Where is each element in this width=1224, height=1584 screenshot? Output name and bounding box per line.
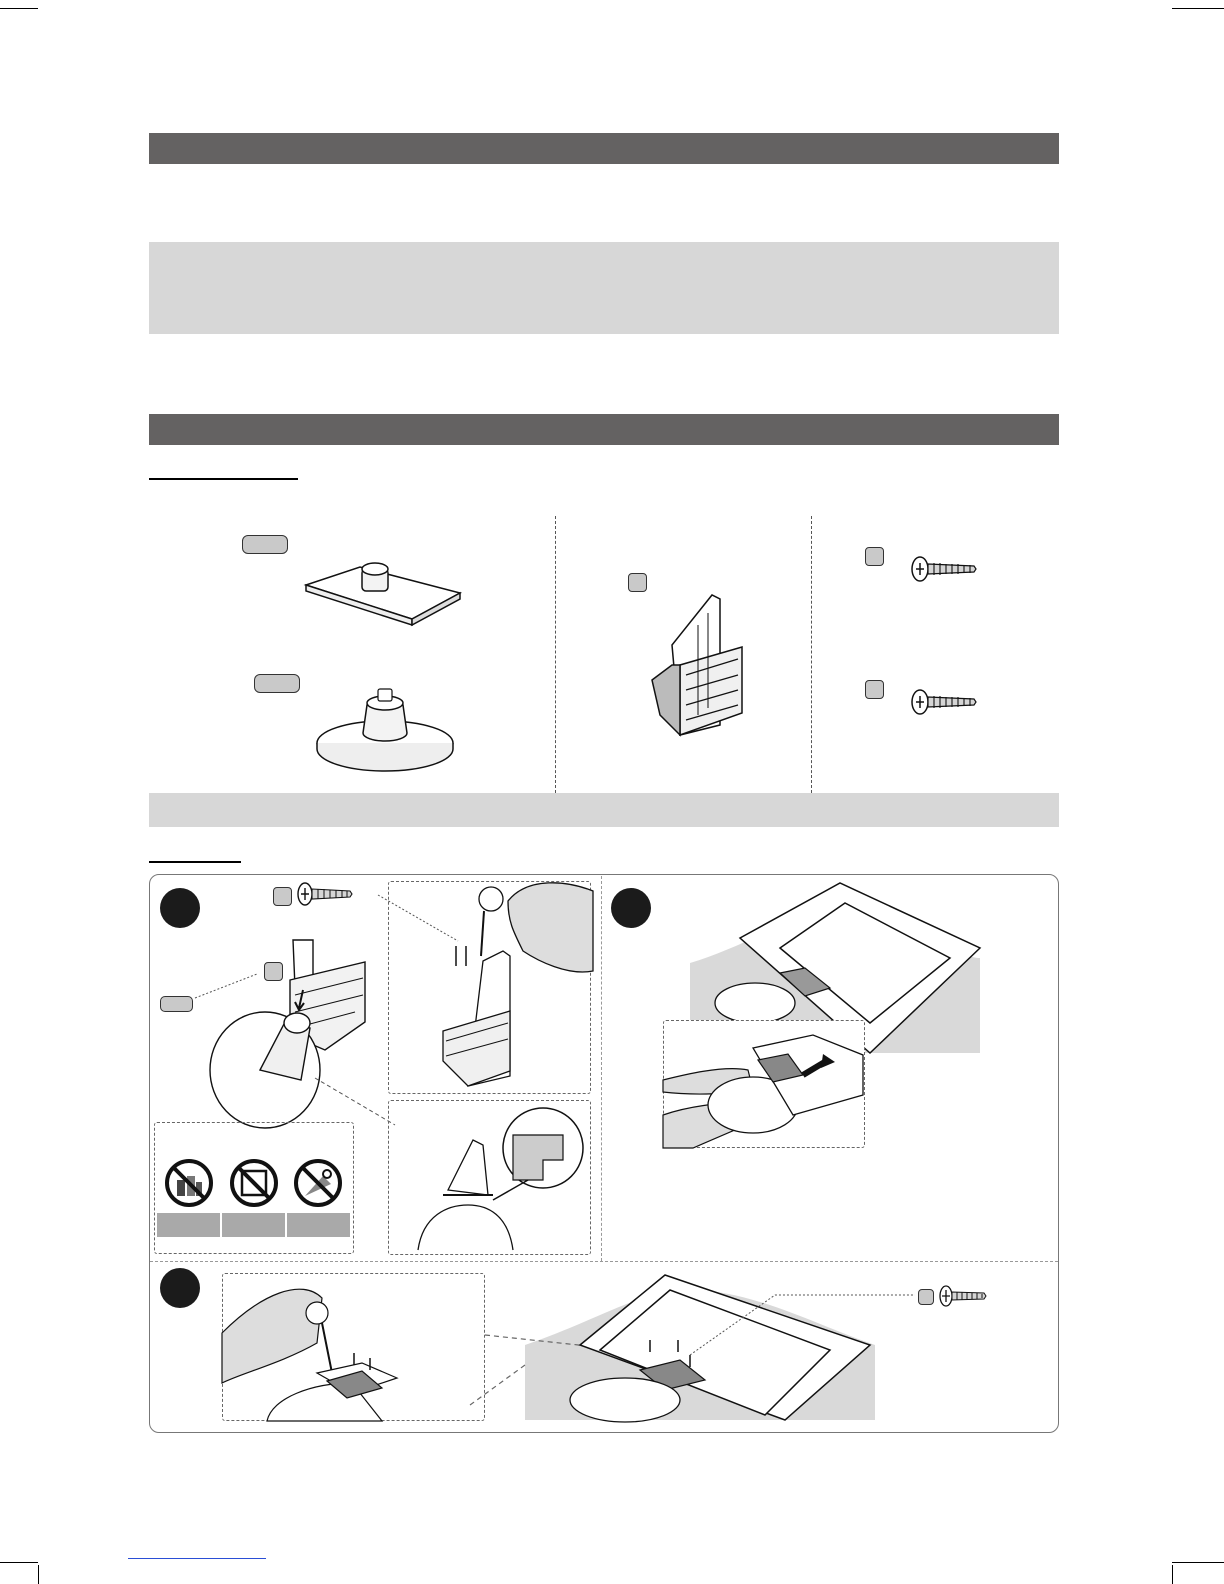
notice-box bbox=[149, 242, 1059, 334]
step-3-screwing-illustration bbox=[222, 1273, 485, 1421]
rectangular-stand-base-illustration bbox=[300, 555, 465, 625]
step-3-badge bbox=[160, 1268, 200, 1308]
column-divider-2 bbox=[811, 516, 812, 793]
screw-icon bbox=[938, 1284, 988, 1308]
guide-stand-illustration bbox=[650, 595, 745, 740]
crop-mark-top-left bbox=[0, 8, 38, 9]
section-header-bar-2 bbox=[149, 414, 1059, 445]
warning-label-2 bbox=[222, 1213, 285, 1237]
no-spray-icon bbox=[293, 1158, 343, 1208]
crop-mark-bottom-right bbox=[1172, 1562, 1224, 1563]
no-chemicals-icon bbox=[164, 1158, 214, 1208]
stand-type-label-2 bbox=[254, 674, 300, 693]
step-3-tv-back-illustration bbox=[485, 1265, 885, 1425]
screw-icon bbox=[910, 688, 978, 716]
figure-divider-vertical bbox=[601, 876, 602, 1261]
footer-link-underline bbox=[128, 1558, 266, 1559]
screw-type-label-1 bbox=[865, 547, 884, 566]
warning-label-3 bbox=[287, 1213, 350, 1237]
crop-mark-bottom-left-v bbox=[38, 1565, 39, 1584]
step-1-stand-label bbox=[160, 996, 193, 1012]
step-1-badge bbox=[160, 888, 200, 928]
guide-stand-label bbox=[628, 573, 647, 592]
no-oil-icon bbox=[229, 1158, 279, 1208]
step-1-screw-label bbox=[273, 887, 292, 906]
step-2-badge bbox=[611, 888, 651, 928]
warning-label-1 bbox=[157, 1213, 220, 1237]
crop-mark-top-right bbox=[1172, 8, 1224, 9]
stand-type-label-1 bbox=[242, 535, 288, 554]
note-bar bbox=[149, 793, 1059, 827]
screw-icon bbox=[910, 555, 978, 583]
step-1-stand-assembly-illustration bbox=[205, 940, 395, 1130]
step-1-screwing-illustration bbox=[388, 881, 591, 1094]
screw-icon bbox=[296, 881, 354, 907]
column-divider-1 bbox=[555, 516, 556, 793]
step-1-connector-illustration bbox=[388, 1100, 591, 1255]
round-stand-base-illustration bbox=[315, 683, 455, 773]
step-2-attach-illustration bbox=[663, 1020, 865, 1148]
crop-mark-bottom-right-v bbox=[1172, 1565, 1173, 1584]
screw-type-label-2 bbox=[865, 680, 884, 699]
crop-mark-bottom-left bbox=[0, 1562, 38, 1563]
step-3-screw-label bbox=[918, 1289, 934, 1305]
assembly-heading-underline bbox=[149, 861, 241, 863]
section-header-bar-1 bbox=[149, 133, 1059, 164]
components-heading-underline bbox=[149, 478, 298, 480]
figure-divider-horizontal bbox=[150, 1261, 1058, 1262]
